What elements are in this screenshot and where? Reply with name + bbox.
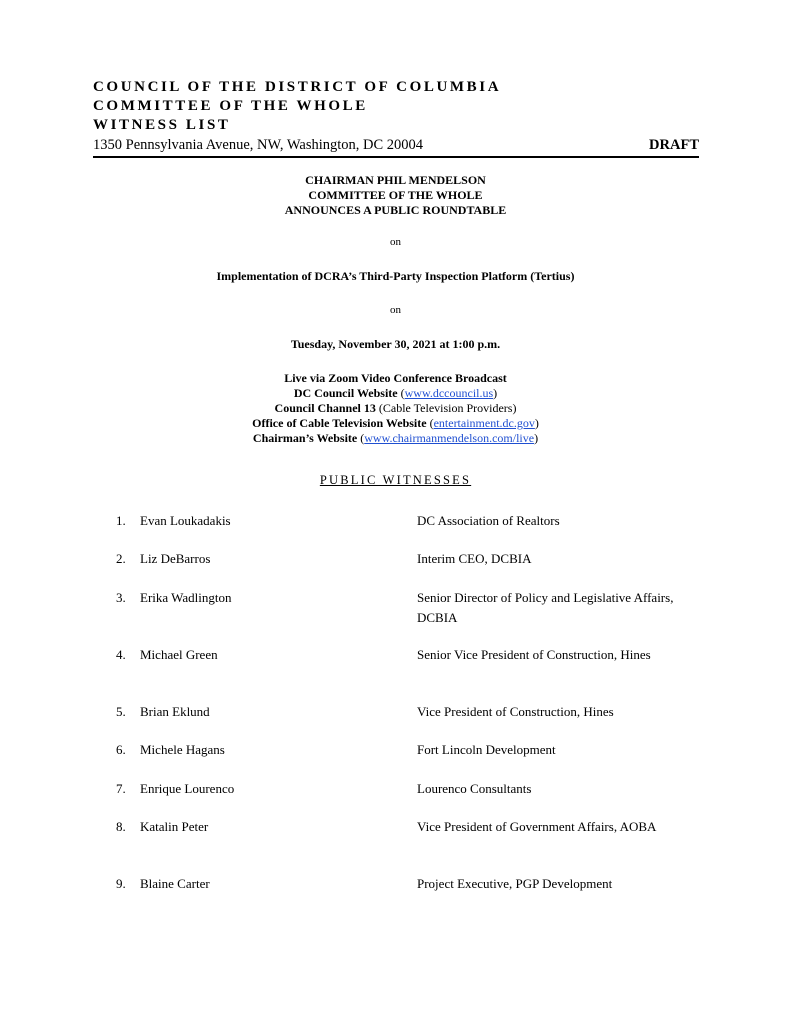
witness-affiliation: DC Association of Realtors [417,513,560,528]
dc-council-link[interactable]: www.dccouncil.us [404,386,494,400]
witness-number: 3. [116,590,126,605]
witness-number: 1. [116,513,126,528]
council-title: COUNCIL OF THE DISTRICT OF COLUMBIA [93,79,502,95]
chairman-website-line: Chairman’s Website (www.chairmanmendelson.com/live) [252,431,539,445]
committee-title: COMMITTEE OF THE WHOLE [93,98,368,114]
roundtable-topic: Implementation of DCRA’s Third-Party Inspection Platform (Tertius) [216,269,575,283]
witness-number: 4. [116,647,126,662]
witness-name: Blaine Carter [140,876,210,891]
council-channel-line [0,401,791,416]
committee-name: COMMITTEE OF THE WHOLE [308,188,483,202]
witness-number: 6. [116,742,126,757]
draft-label: DRAFT [649,137,699,153]
dc-council-website-label: DC Council Website [293,386,398,400]
public-witnesses-heading: PUBLIC WITNESSES [319,473,472,487]
cable-tv-website-label: Office of Cable Television Website [252,416,427,430]
witness-affiliation: Vice President of Construction, Hines [417,704,614,719]
witness-name: Michele Hagans [140,742,225,757]
chairman-name: CHAIRMAN PHIL MENDELSON [305,173,486,187]
document-type: WITNESS LIST [93,117,231,133]
council-address: 1350 Pennsylvania Avenue, NW, Washington, DC 20004 [93,137,424,153]
chairman-website-label: Chairman’s Website [252,431,358,445]
chairman-website-link[interactable]: www.chairmanmendelson.com/live [364,431,535,445]
roundtable-announcement: ANNOUNCES A PUBLIC ROUNDTABLE [284,203,507,217]
dc-council-website-line: DC Council Website (www.dccouncil.us) [293,386,498,400]
witness-affiliation: Lourenco Consultants [417,781,532,796]
hearing-datetime: Tuesday, November 30, 2021 at 1:00 p.m. [290,337,501,351]
witness-number: 7. [116,781,126,796]
witness-name: Michael Green [140,647,218,662]
cable-tv-link[interactable]: entertainment.dc.gov [433,416,535,430]
witness-affiliation: Fort Lincoln Development [417,742,556,757]
witness-number: 8. [116,819,126,834]
witness-name: Katalin Peter [140,819,209,834]
witness-name: Liz DeBarros [140,551,211,566]
witness-affiliation: Senior Vice President of Construction, Hines [417,647,651,662]
on-connector-1: on [390,236,401,248]
broadcast-title: Live via Zoom Video Conference Broadcast [284,371,507,385]
witness-affiliation: Senior Director of Policy and Legislative Affairs, DCBIA [417,590,674,625]
witness-number: 5. [116,704,126,719]
on-connector-2: on [390,304,401,316]
witness-affiliation: Interim CEO, DCBIA [417,551,532,566]
witness-name: Erika Wadlington [140,590,232,605]
witness-number: 2. [116,551,126,566]
council-channel-label: Council Channel 13 [274,401,376,415]
witness-name: Brian Eklund [140,704,210,719]
council-channel-note: (Cable Television Providers) [378,401,517,415]
witness-name: Enrique Lourenco [140,781,235,796]
witness-number: 9. [116,876,126,891]
witness-affiliation: Project Executive, PGP Development [417,876,613,891]
address-rule [93,136,699,158]
witness-name: Evan Loukadakis [140,513,231,528]
cable-tv-website-line: Office of Cable Television Website (entertainment.dc.gov) [252,416,539,430]
letterhead [93,78,699,135]
witness-affiliation: Vice President of Government Affairs, AOBA [417,819,657,834]
